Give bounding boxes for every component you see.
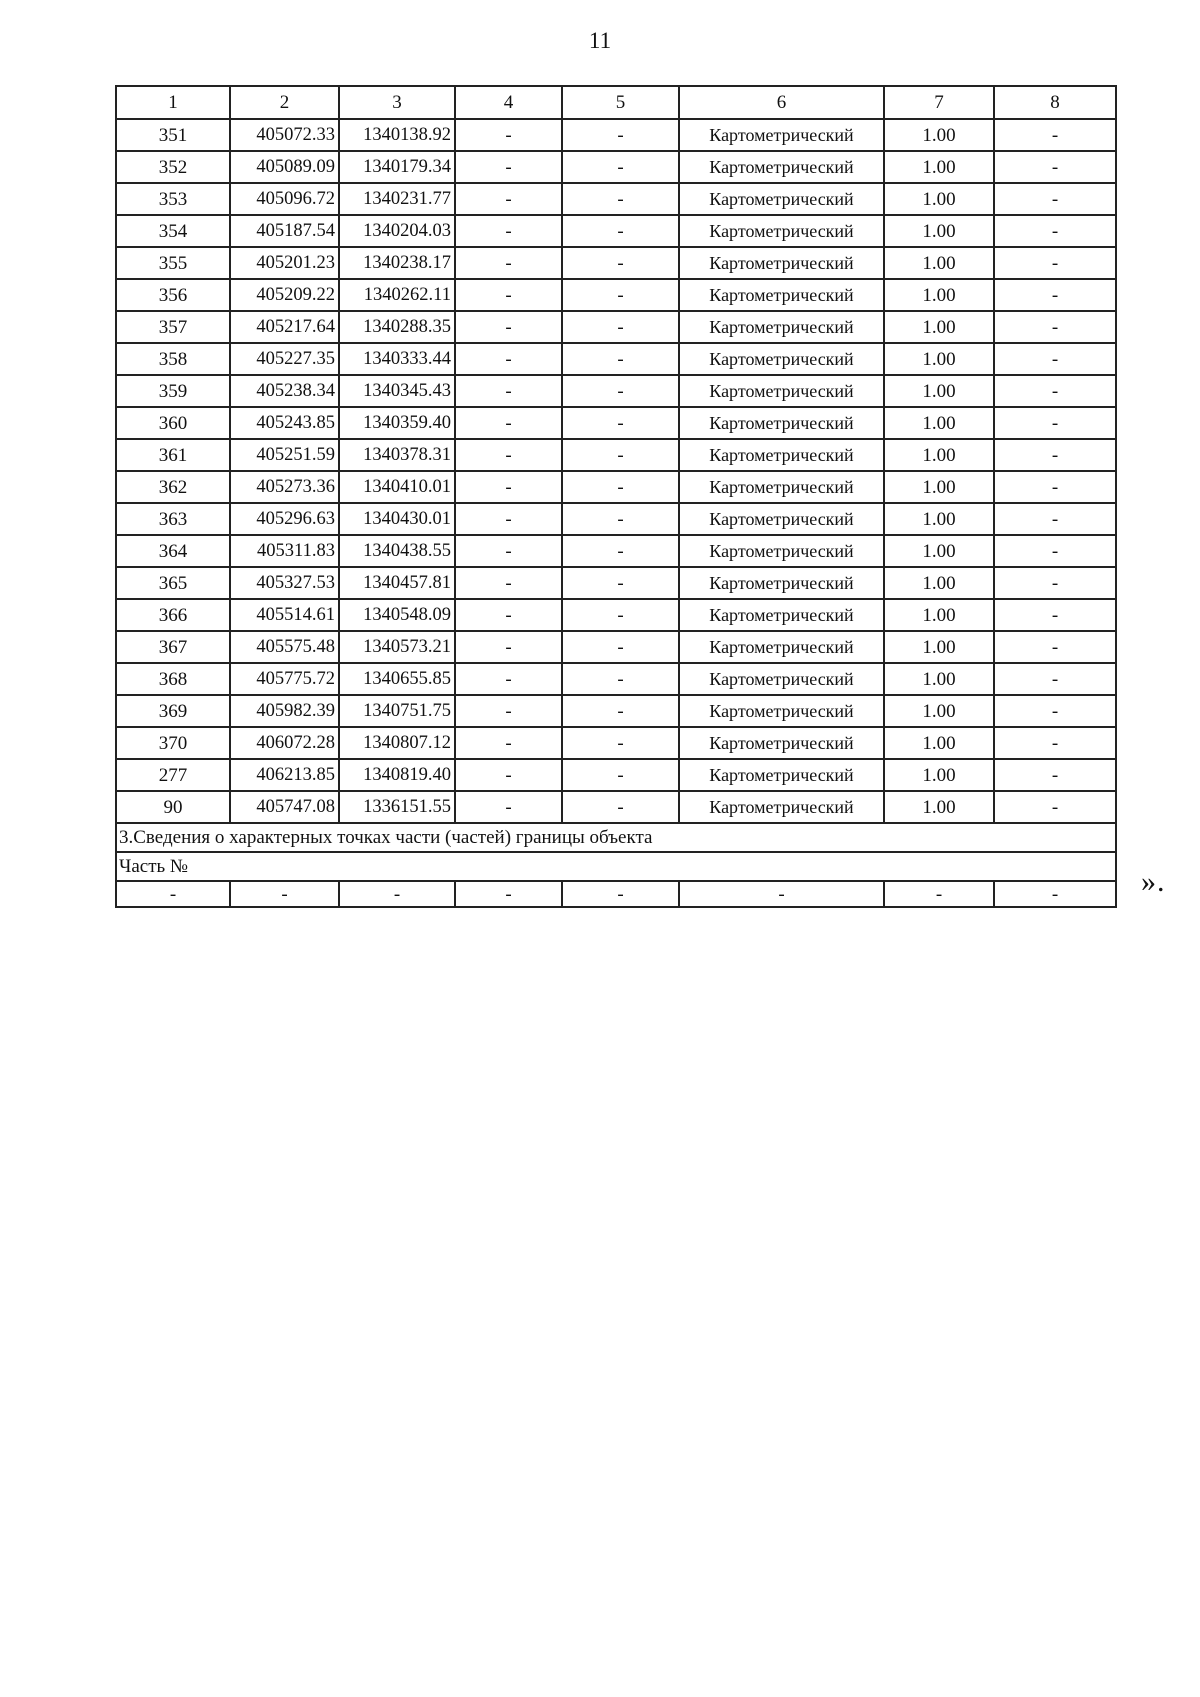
table-cell: -	[455, 695, 562, 727]
column-header: 1	[116, 86, 230, 119]
table-cell: -	[562, 663, 679, 695]
table-cell: 1340359.40	[339, 407, 455, 439]
table-cell: -	[455, 503, 562, 535]
table-cell: -	[455, 279, 562, 311]
table-cell: 365	[116, 567, 230, 599]
table-cell: -	[455, 881, 562, 907]
table-cell: Картометрический	[679, 439, 884, 471]
table-cell: 1.00	[884, 663, 994, 695]
table-cell: 1.00	[884, 503, 994, 535]
section-title-row	[116, 823, 1116, 852]
table-cell: 1340573.21	[339, 631, 455, 663]
table-cell: Картометрический	[679, 215, 884, 247]
table-cell: -	[455, 247, 562, 279]
table-row	[116, 215, 1116, 247]
table-cell: 355	[116, 247, 230, 279]
table-cell: 1340345.43	[339, 375, 455, 407]
table-cell: -	[884, 881, 994, 907]
table-cell: -	[562, 151, 679, 183]
empty-data-row	[116, 881, 1116, 907]
table-cell: -	[994, 663, 1116, 695]
table-cell: 405327.53	[230, 567, 339, 599]
table-cell: 405296.63	[230, 503, 339, 535]
table-row	[116, 535, 1116, 567]
table-cell: 1340238.17	[339, 247, 455, 279]
table-cell: 1340438.55	[339, 535, 455, 567]
table-cell: 405311.83	[230, 535, 339, 567]
table-cell: Картометрический	[679, 759, 884, 791]
table-cell: 405187.54	[230, 215, 339, 247]
column-header: 5	[562, 86, 679, 119]
table-cell: 369	[116, 695, 230, 727]
table-cell: 359	[116, 375, 230, 407]
table-cell: Картометрический	[679, 791, 884, 823]
table-cell: Картометрический	[679, 151, 884, 183]
table-cell: -	[455, 567, 562, 599]
table-cell: -	[994, 881, 1116, 907]
coordinates-table	[115, 85, 1117, 908]
table-cell: 1.00	[884, 535, 994, 567]
table-cell: 1.00	[884, 695, 994, 727]
table-cell: -	[994, 215, 1116, 247]
table-cell: 405096.72	[230, 183, 339, 215]
table-cell: 1340548.09	[339, 599, 455, 631]
column-header: 8	[994, 86, 1116, 119]
table-cell: -	[455, 375, 562, 407]
table-cell: 405201.23	[230, 247, 339, 279]
column-header: 2	[230, 86, 339, 119]
table-cell: 1.00	[884, 727, 994, 759]
table-cell: 405217.64	[230, 311, 339, 343]
table-cell: 1.00	[884, 599, 994, 631]
table-cell: -	[562, 183, 679, 215]
table-row	[116, 567, 1116, 599]
table-row	[116, 439, 1116, 471]
table-cell: -	[562, 311, 679, 343]
table-cell: Картометрический	[679, 471, 884, 503]
table-row	[116, 631, 1116, 663]
table-cell: -	[562, 599, 679, 631]
column-header: 7	[884, 86, 994, 119]
table-cell: 1340430.01	[339, 503, 455, 535]
table-row	[116, 471, 1116, 503]
column-header: 3	[339, 86, 455, 119]
table-cell: 1.00	[884, 343, 994, 375]
table-cell: 356	[116, 279, 230, 311]
table-cell: 1.00	[884, 279, 994, 311]
table-row	[116, 791, 1116, 823]
table-cell: Картометрический	[679, 695, 884, 727]
table-cell: 1340751.75	[339, 695, 455, 727]
table-cell: -	[455, 791, 562, 823]
table-cell: -	[994, 343, 1116, 375]
table-cell: -	[994, 119, 1116, 151]
table-header-row	[116, 86, 1116, 119]
closing-quote-mark: ».	[1141, 865, 1166, 898]
table-cell: 406072.28	[230, 727, 339, 759]
table-cell: 353	[116, 183, 230, 215]
table-cell: Картометрический	[679, 567, 884, 599]
table-cell: -	[339, 881, 455, 907]
table-cell: -	[562, 535, 679, 567]
table-cell: 1340231.77	[339, 183, 455, 215]
table-cell: -	[994, 759, 1116, 791]
table-cell: 1.00	[884, 439, 994, 471]
table-cell: 405238.34	[230, 375, 339, 407]
table-cell: 352	[116, 151, 230, 183]
table-cell: -	[994, 279, 1116, 311]
table-cell: 370	[116, 727, 230, 759]
table-cell: -	[230, 881, 339, 907]
table-cell: -	[562, 343, 679, 375]
table-cell: 1340807.12	[339, 727, 455, 759]
table-cell: -	[455, 631, 562, 663]
table-cell: 405072.33	[230, 119, 339, 151]
table-cell: -	[455, 407, 562, 439]
table-cell: -	[994, 727, 1116, 759]
table-cell: -	[562, 881, 679, 907]
table-cell: -	[455, 119, 562, 151]
table-cell: -	[455, 183, 562, 215]
table-cell: 1.00	[884, 407, 994, 439]
table-cell: 1340204.03	[339, 215, 455, 247]
table-cell: -	[994, 599, 1116, 631]
table-cell: -	[455, 151, 562, 183]
table-cell: 1.00	[884, 215, 994, 247]
table-cell: 90	[116, 791, 230, 823]
table-row	[116, 247, 1116, 279]
table-cell: -	[562, 439, 679, 471]
table-cell: -	[994, 791, 1116, 823]
table-cell: -	[994, 439, 1116, 471]
table-cell: -	[455, 663, 562, 695]
page-number: 11	[588, 28, 612, 53]
table-cell: -	[562, 503, 679, 535]
table-row	[116, 599, 1116, 631]
table-cell: 358	[116, 343, 230, 375]
table-cell: -	[562, 695, 679, 727]
table-cell: 1.00	[884, 247, 994, 279]
table-cell: -	[562, 279, 679, 311]
table-cell: 405575.48	[230, 631, 339, 663]
table-cell: 366	[116, 599, 230, 631]
table-cell: Картометрический	[679, 503, 884, 535]
table-cell: 1340138.92	[339, 119, 455, 151]
table-cell: 1340655.85	[339, 663, 455, 695]
table-cell: -	[994, 375, 1116, 407]
table-cell: 1336151.55	[339, 791, 455, 823]
table-cell: -	[455, 215, 562, 247]
table-cell: 405514.61	[230, 599, 339, 631]
table-cell: -	[562, 791, 679, 823]
table-cell: 1340262.11	[339, 279, 455, 311]
table-cell: -	[455, 727, 562, 759]
table-cell: -	[994, 247, 1116, 279]
table-cell: Картометрический	[679, 247, 884, 279]
table-cell: -	[994, 407, 1116, 439]
table-cell: 405273.36	[230, 471, 339, 503]
table-cell: -	[994, 631, 1116, 663]
table-cell: -	[562, 759, 679, 791]
table-cell: 1340819.40	[339, 759, 455, 791]
table-row	[116, 503, 1116, 535]
table-cell: -	[562, 375, 679, 407]
table-cell: -	[455, 439, 562, 471]
table-cell: Картометрический	[679, 311, 884, 343]
table-cell: -	[455, 599, 562, 631]
table-cell: 405243.85	[230, 407, 339, 439]
table-cell: 277	[116, 759, 230, 791]
table-cell: 405209.22	[230, 279, 339, 311]
table-row	[116, 119, 1116, 151]
table-cell: -	[562, 471, 679, 503]
table-cell: -	[562, 727, 679, 759]
column-header: 6	[679, 86, 884, 119]
table-cell: 406213.85	[230, 759, 339, 791]
part-label: Часть №	[116, 852, 1116, 881]
table-cell: Картометрический	[679, 599, 884, 631]
table-cell: 1340457.81	[339, 567, 455, 599]
table-cell: -	[994, 503, 1116, 535]
table-cell: 1.00	[884, 151, 994, 183]
table-row	[116, 279, 1116, 311]
table-cell: Картометрический	[679, 279, 884, 311]
table-row	[116, 759, 1116, 791]
table-cell: Картометрический	[679, 343, 884, 375]
table-row	[116, 151, 1116, 183]
table-cell: 367	[116, 631, 230, 663]
table-cell: 368	[116, 663, 230, 695]
table-cell: 1.00	[884, 119, 994, 151]
column-header: 4	[455, 86, 562, 119]
table-cell: 1.00	[884, 183, 994, 215]
table-cell: 1.00	[884, 759, 994, 791]
table-cell: Картометрический	[679, 631, 884, 663]
table-cell: Картометрический	[679, 727, 884, 759]
table-cell: -	[455, 535, 562, 567]
table-row	[116, 407, 1116, 439]
table-cell: 405089.09	[230, 151, 339, 183]
table-cell: Картометрический	[679, 375, 884, 407]
table-cell: -	[562, 215, 679, 247]
table-row	[116, 695, 1116, 727]
table-cell: -	[562, 567, 679, 599]
table-cell: -	[455, 471, 562, 503]
table-cell: 1.00	[884, 311, 994, 343]
table-cell: 1340410.01	[339, 471, 455, 503]
table-cell: -	[562, 631, 679, 663]
table-row	[116, 663, 1116, 695]
table-cell: 1.00	[884, 375, 994, 407]
table-cell: 1.00	[884, 567, 994, 599]
table-cell: -	[562, 119, 679, 151]
table-cell: -	[994, 567, 1116, 599]
table-cell: -	[455, 343, 562, 375]
table-cell: 361	[116, 439, 230, 471]
table-row	[116, 311, 1116, 343]
table-cell: -	[455, 311, 562, 343]
table-cell: 405982.39	[230, 695, 339, 727]
table-row	[116, 183, 1116, 215]
table-cell: 1.00	[884, 471, 994, 503]
table-cell: -	[994, 311, 1116, 343]
table-row	[116, 343, 1116, 375]
table-cell: 362	[116, 471, 230, 503]
section-title: 3.Сведения о характерных точках части (частей) границы объекта	[116, 823, 1116, 852]
table-cell: -	[994, 151, 1116, 183]
table-cell: 1.00	[884, 631, 994, 663]
table-cell: 1340288.35	[339, 311, 455, 343]
table-cell: -	[679, 881, 884, 907]
table-cell: 405747.08	[230, 791, 339, 823]
table-cell: 405251.59	[230, 439, 339, 471]
table-cell: -	[116, 881, 230, 907]
table-cell: 360	[116, 407, 230, 439]
table-cell: -	[994, 535, 1116, 567]
table-row	[116, 727, 1116, 759]
table-cell: -	[994, 183, 1116, 215]
table-cell: 364	[116, 535, 230, 567]
table-cell: -	[994, 471, 1116, 503]
table-cell: 1340179.34	[339, 151, 455, 183]
table-cell: 1340378.31	[339, 439, 455, 471]
table-cell: -	[562, 407, 679, 439]
part-row	[116, 852, 1116, 881]
table-cell: 354	[116, 215, 230, 247]
table-cell: 405775.72	[230, 663, 339, 695]
table-cell: 1.00	[884, 791, 994, 823]
table-cell: 357	[116, 311, 230, 343]
table-row	[116, 375, 1116, 407]
table-cell: 1340333.44	[339, 343, 455, 375]
table-cell: Картометрический	[679, 663, 884, 695]
table-cell: -	[994, 695, 1116, 727]
table-cell: Картометрический	[679, 535, 884, 567]
table-cell: Картометрический	[679, 407, 884, 439]
table-cell: -	[455, 759, 562, 791]
table-cell: 405227.35	[230, 343, 339, 375]
table-cell: 363	[116, 503, 230, 535]
table-cell: Картометрический	[679, 183, 884, 215]
table-cell: -	[562, 247, 679, 279]
table-cell: 351	[116, 119, 230, 151]
table-cell: Картометрический	[679, 119, 884, 151]
